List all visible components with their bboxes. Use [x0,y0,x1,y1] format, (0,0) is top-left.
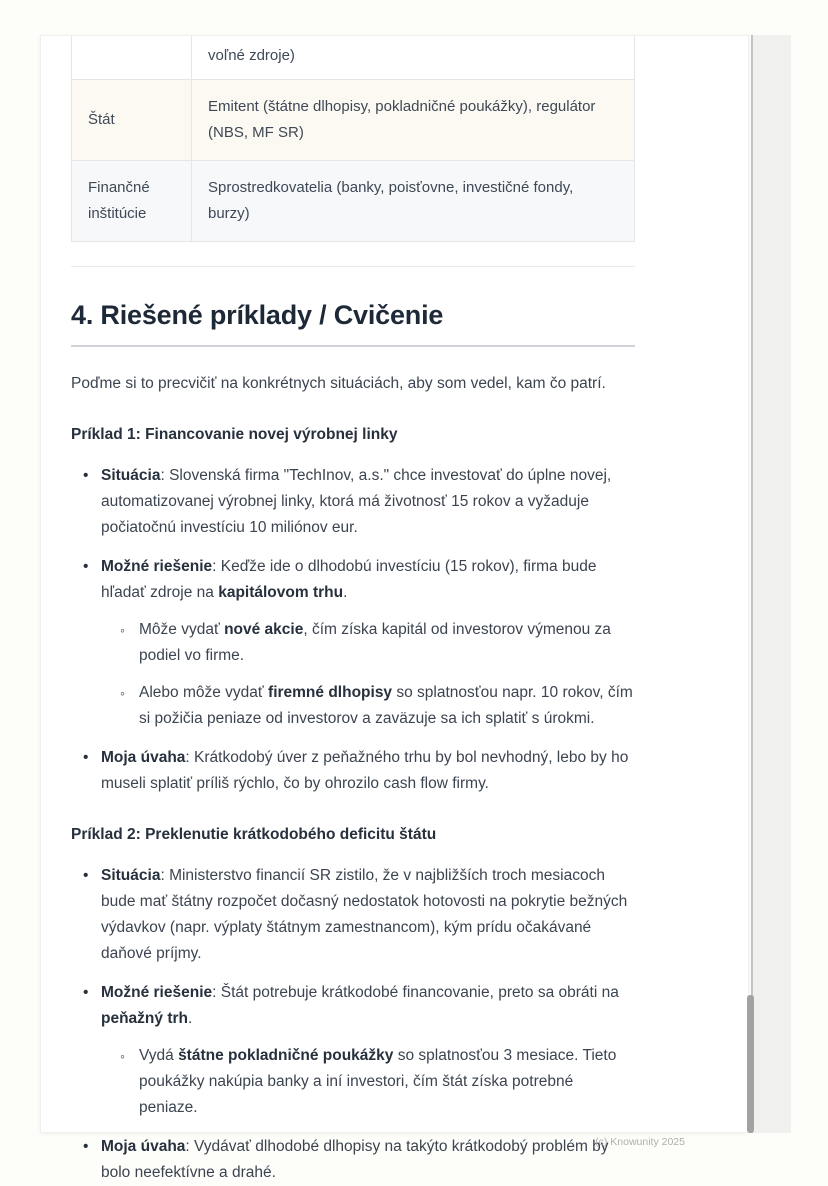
bold-text: kapitálovom trhu [218,584,344,601]
table-cell-role [72,36,192,79]
bold-text: Moja úvaha [101,749,186,766]
intro-paragraph: Poďme si to precvičiť na konkrétnych situáciách, aby som vedel, kam čo patrí. [71,375,606,392]
list-item: ◦ Alebo môže vydať firemné dlhopisy so splatnosťou napr. 10 rokov, čím si požičia peniaze od investorov a zaväzuje sa ich splatiť s úrokmi. [101,680,635,732]
scrollbar-track[interactable] [751,35,791,1133]
bold-text: Možné riešenie [101,984,213,1001]
examples-section [71,423,635,1186]
table-cell-role [72,161,192,241]
bold-text: firemné dlhopisy [268,684,393,701]
bold-text: Situácia [101,467,161,484]
bold-text: Situácia [101,867,161,884]
table-cell-description [192,161,634,241]
table-row [72,160,634,241]
list-item: • Moja úvaha: Krátkodobý úver z peňažného trhu by bol nevhodný, lebo by ho museli splatiť príliš rýchlo, čo by ohrozilo cash flow firmy. [71,745,635,797]
table-row [72,36,634,79]
cell-text: Štát [88,111,115,128]
example-title: Príklad 2: Preklenutie krátkodobého deficitu štátu [71,826,437,843]
list-item: • Situácia: Slovenská firma "TechInov, a.s." chce investovať do úplne novej, automatizovanej výrobnej linky, ktorá má životnosť 15 rokov a vyžaduje počiatočnú investíciu 10 miliónov eur. [71,463,635,541]
table-row [72,79,634,160]
section-heading: 4. Riešené príklady / Cvičenie [71,297,635,347]
copyright-footer: (c) Knowunity 2025 [595,1136,685,1148]
sub-bullet-list [101,1043,635,1121]
list-item: • Situácia: Ministerstvo financií SR zistilo, že v najbližších troch mesiacoch bude mať štátny rozpočet dočasný nedostatok hotovosti na pokrytie bežných výdavkov (napr. výplaty štátnym zamestnancom), kým prídu očakávané daňové príjmy. [71,863,635,967]
cell-text: Finančné inštitúcie [88,179,150,222]
bold-text: štátne pokladničné poukážky [178,1047,394,1064]
list-item: ◦ Vydá štátne pokladničné poukážky so splatnosťou 3 mesiace. Tieto poukážky nakúpia banky a iní investori, čím štát získa potrebné peniaze. [101,1043,635,1121]
page-content [71,36,635,1186]
bullet-list [71,463,635,797]
document-page [40,35,749,1181]
table-cell-description: voľné zdroje) [208,47,295,64]
section-divider [71,266,635,267]
list-item: • Možné riešenie: Štát potrebuje krátkodobé financovanie, preto sa obráti na peňažný trh. ◦ Vydá štátne pokladničné poukážky so splatnosťou 3 mesiace. Tieto poukážky nakúpia banky a iní investori, čím štát získa potrebné peniaze. [71,980,635,1121]
bold-text: peňažný trh [101,1010,188,1027]
list-item: ◦ Môže vydať nové akcie, čím získa kapitál od investorov výmenou za podiel vo firme. [101,617,635,669]
bullet-list [71,863,635,1186]
bold-text: nové akcie [224,621,304,638]
cell-text: Sprostredkovatelia (banky, poisťovne, investičné fondy, burzy) [208,179,574,222]
bold-text: Moja úvaha [101,1138,186,1155]
table-cell-role [72,80,192,160]
bold-text: Možné riešenie [101,558,213,575]
market-participants-table [71,36,635,242]
cell-text: Emitent (štátne dlhopisy, pokladničné poukážky), regulátor (NBS, MF SR) [208,98,596,141]
table-cell-description [192,80,634,160]
scrollbar-thumb[interactable] [747,995,754,1133]
list-item: • Moja úvaha: Vydávať dlhodobé dlhopisy na takýto krátkodobý problém by bolo neefektívne a drahé. [71,1134,635,1186]
example-title: Príklad 1: Financovanie novej výrobnej linky [71,426,398,443]
sub-bullet-list [101,617,635,732]
list-item: • Možné riešenie: Keďže ide o dlhodobú investíciu (15 rokov), firma bude hľadať zdroje na kapitálovom trhu. ◦ Môže vydať nové akcie, čím získa kapitál od investorov výmenou za podiel vo firme. ◦ Alebo môže vydať firemné dlhopisy so splatnosťou napr. 10 rokov, čím si požičia peniaze od investorov a zaväzuje sa ich splatiť s úrokmi. [71,554,635,732]
